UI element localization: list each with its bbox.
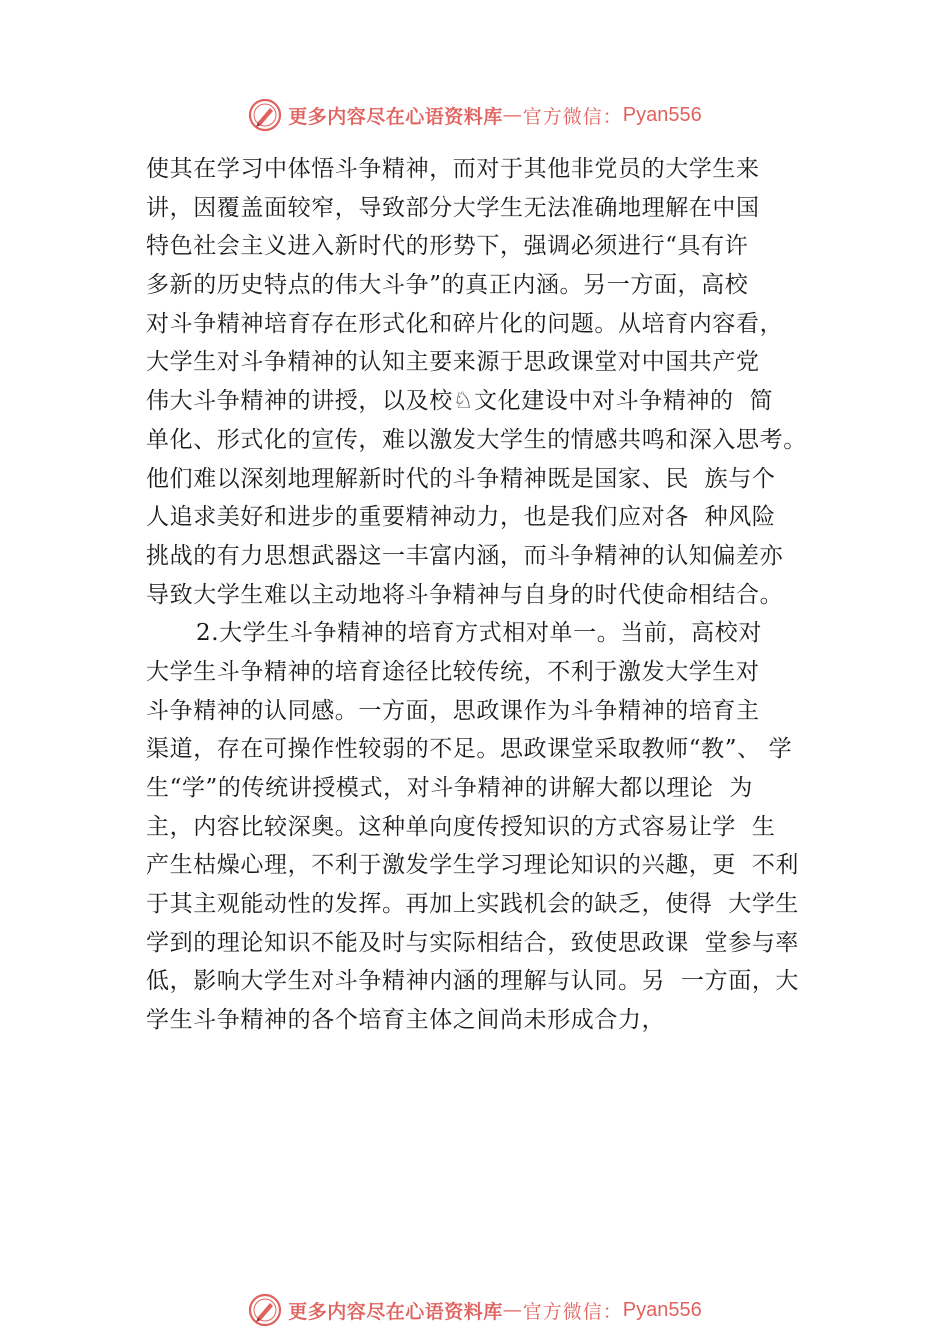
text-line: 人追求美好和进步的重要精神动力，也是我们应对各 种风险 <box>146 504 776 531</box>
pen-logo-icon <box>248 1293 282 1327</box>
text-line: 学生斗争精神的各个培育主体之间尚未形成合力， <box>146 1007 666 1034</box>
text-line: 单化、形式化的宣传，难以激发大学生的情感共鸣和深入思考。 <box>146 426 807 453</box>
text-line: 渠道，存在可操作性较弱的不足。思政课堂采取教师“教”、 学 <box>146 736 793 763</box>
header-wechat-label: 官方微信： <box>522 105 623 128</box>
text-line: 对斗争精神培育存在形式化和碎片化的问题。从培育内容看， <box>146 310 784 337</box>
footer-wechat-handle: Pyan556 <box>622 1298 702 1321</box>
header-banner <box>0 95 950 135</box>
text-line: 产生枯燥心理，不利于激发学生学习理论知识的兴趣，更 不利 <box>146 852 800 879</box>
footer-dash: — <box>502 1299 523 1321</box>
text-line: 讲，因覆盖面较窄，导致部分大学生无法准确地理解在中国 <box>146 194 760 221</box>
header-wechat-handle: Pyan556 <box>622 103 702 126</box>
text-line: 挑战的有力思想武器这一丰富内涵，而斗争精神的认知偏差亦 <box>146 542 784 569</box>
footer-brand-text: 更多内容尽在心语资料库 <box>288 1300 503 1323</box>
text-line: 生“学”的传统讲授模式，对斗争精神的讲解大都以理论 为 <box>146 775 753 801</box>
footer-wechat-label: 官方微信： <box>522 1300 623 1323</box>
text-line: 伟大斗争精神的讲授，以及校♘文化建设中对斗争精神的 简 <box>146 388 774 415</box>
pen-logo-icon <box>248 98 282 132</box>
header-brand-text: 更多内容尽在心语资料库 <box>288 105 503 128</box>
text-line: 大学生对斗争精神的认知主要来源于思政课堂对中国共产党 <box>146 349 760 376</box>
text-line: 学到的理论知识不能及时与实际相结合，致使思政课 堂参与率 <box>146 929 800 956</box>
footer-banner <box>0 1290 950 1330</box>
text-line: 他们难以深刻地理解新时代的斗争精神既是国家、民 族与个 <box>146 465 776 492</box>
text-line: 导致大学生难以主动地将斗争精神与自身的时代使命相结合。 <box>146 581 784 608</box>
text-line: 低，影响大学生对斗争精神内涵的理解与认同。另 一方面，大 <box>146 968 800 995</box>
text-line: 使其在学习中体悟斗争精神，而对于其他非党员的大学生来 <box>146 156 760 182</box>
text-line: 大学生斗争精神的培育途径比较传统，不利于激发大学生对 <box>146 658 760 685</box>
document-body <box>146 150 856 1040</box>
text-line: 特色社会主义进入新时代的形势下，强调必须进行“具有许 <box>146 233 749 260</box>
text-line: 多新的历史特点的伟大斗争”的真正内涵。另一方面，高校 <box>146 272 749 299</box>
text-line: 于其主观能动性的发挥。再加上实践机会的缺乏，使得 大学生 <box>146 891 800 918</box>
section-heading-line: 2.大学生斗争精神的培育方式相对单一。当前，高校对 <box>196 620 762 647</box>
header-dash: — <box>502 104 523 126</box>
text-line: 主，内容比较深奥。这种单向度传授知识的方式容易让学 生 <box>146 813 776 840</box>
text-line: 斗争精神的认同感。一方面，思政课作为斗争精神的培育主 <box>146 697 760 724</box>
